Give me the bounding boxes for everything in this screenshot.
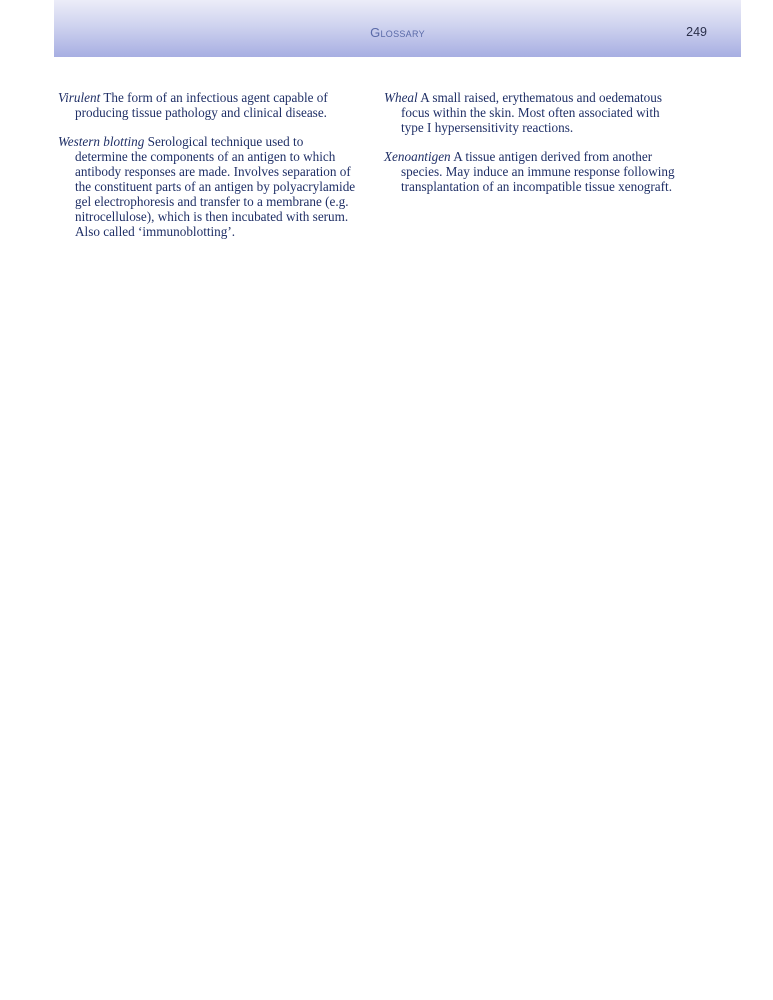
glossary-definition: A small raised, erythematous and oedematous focus within the skin. Most often associated with type I hypersensitivity reactions. — [401, 90, 662, 135]
glossary-term: Western blotting — [58, 134, 145, 149]
glossary-definition: The form of an infectious agent capable of producing tissue pathology and clinical disease. — [75, 90, 328, 120]
glossary-entry-western-blotting — [58, 134, 356, 239]
glossary-column-right — [384, 90, 684, 208]
glossary-entry-xenoantigen — [384, 149, 684, 194]
glossary-definition: A tissue antigen derived from another species. May induce an immune response following transplantation of an incompatible tissue xenograft. — [401, 149, 675, 194]
glossary-entry-virulent — [58, 90, 356, 120]
glossary-term: Virulent — [58, 90, 101, 105]
glossary-column-left — [58, 90, 356, 253]
running-title: Glossary — [370, 25, 425, 40]
glossary-definition: Serological technique used to determine the components of an antigen to which antibody responses are made. Involves separation of the constituent parts of an antigen by polyacrylamide gel electrophoresis and transfer to a membrane (e.g. nitrocellulose), which is then incubated with serum. Also called ‘immunoblotting’. — [75, 134, 356, 239]
glossary-term: Xenoantigen — [384, 149, 451, 164]
glossary-entry-wheal — [384, 90, 684, 135]
page-number: 249 — [686, 25, 707, 39]
page-header — [54, 0, 741, 57]
glossary-term: Wheal — [384, 90, 418, 105]
